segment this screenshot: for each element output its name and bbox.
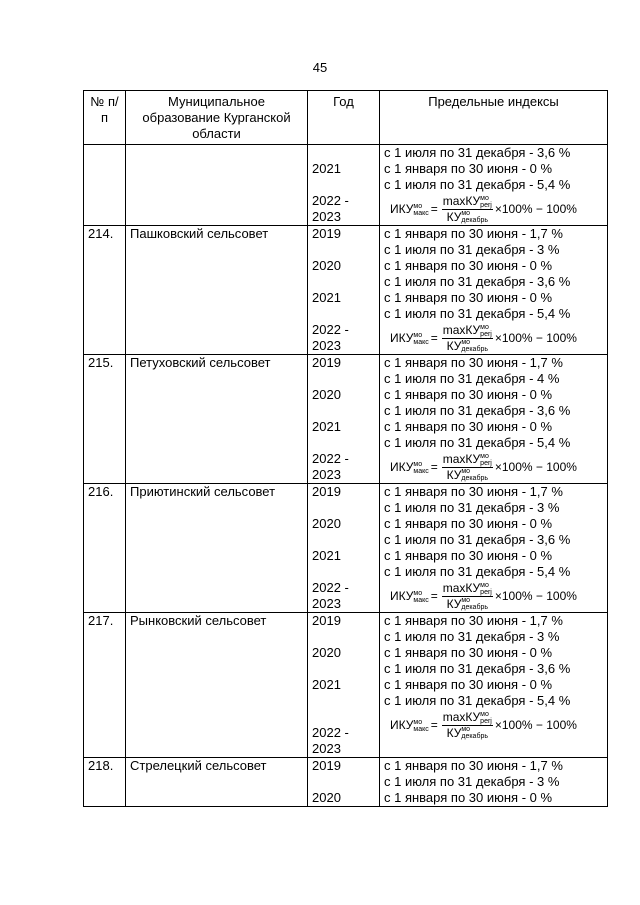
formula-den-base: КУ [446,467,462,482]
formula-den-sup: мо [461,468,471,476]
index-line: с 1 июля по 31 декабря - 3 % [384,500,560,515]
formula-den-sub: декабрь [461,346,488,354]
year-gap [312,661,375,677]
index-line: с 1 июля по 31 декабря - 3,6 % [384,661,571,676]
index-line: с 1 января по 30 июня - 0 % [384,790,553,805]
formula-numerator [442,581,493,597]
formula-den-sub: декабрь [461,475,488,483]
year-line: 2022 - [312,193,349,208]
formula-num-sup: мо [480,194,489,202]
index-line: с 1 июля по 31 декабря - 3 % [384,774,560,789]
formula-den-sub: декабрь [461,604,488,612]
formula-tail: ×100% − 100% [494,331,577,345]
formula-eq: = [430,331,438,345]
table-row [84,145,608,226]
row-indices [380,145,608,226]
row-years [308,145,380,226]
formula-num-scripts [480,453,492,467]
formula-num-base: maxКУ [442,580,481,595]
index-line: с 1 июля по 31 декабря - 5,4 % [384,564,571,579]
row-municipality [126,145,308,226]
year-gap [312,177,375,193]
index-line: с 1 июля по 31 декабря - 5,4 % [384,306,571,321]
index-line: с 1 января по 30 июня - 0 % [384,419,553,434]
header-municipality: Муниципальное образование Курганской области [126,91,308,145]
formula-numerator [442,323,493,339]
index-line: с 1 января по 30 июня - 0 % [384,677,553,692]
year-gap [312,435,375,451]
indices-table [83,90,608,807]
table-row [84,355,608,484]
formula-lhs [390,330,429,346]
formula-fraction [442,194,493,225]
row-years [308,355,380,484]
row-number [84,355,126,484]
year-line: 2021 [312,290,341,305]
year-line: 2023 [312,596,341,611]
formula-lhs-sup: мо [413,460,423,468]
index-line: с 1 января по 30 июня - 0 % [384,258,553,273]
formula-lhs-base: ИКУ [390,460,414,474]
formula-num-base: maxКУ [442,451,481,466]
row-number [84,613,126,758]
formula-lhs-scripts [413,332,428,346]
formula-fraction [442,581,493,612]
row-municipality-text: Петуховский сельсовет [130,355,271,370]
formula-lhs [390,459,429,475]
index-line: с 1 января по 30 июня - 0 % [384,645,553,660]
formula-num-sub: perj [480,330,492,338]
formula-num-base: maxКУ [442,322,481,337]
header-num: № п/п [84,91,126,145]
formula-num-sub: perj [480,201,492,209]
formula-denominator [447,339,488,354]
index-line: с 1 июля по 31 декабря - 5,4 % [384,435,571,450]
formula-eq: = [430,589,438,603]
year-line: 2020 [312,387,341,402]
formula [390,709,603,741]
year-line: 2021 [312,161,341,176]
formula-den-sup: мо [461,339,471,347]
year-line: 2023 [312,338,341,353]
formula-numerator [442,452,493,468]
row-number [84,145,126,226]
table-body [84,145,608,807]
index-line: с 1 января по 30 июня - 0 % [384,161,553,176]
year-line: 2019 [312,355,341,370]
year-gap [312,564,375,580]
table-row [84,226,608,355]
row-indices [380,758,608,807]
formula-eq: = [430,202,438,216]
formula-lhs-base: ИКУ [390,589,414,603]
formula-den-sup: мо [461,597,471,605]
row-municipality [126,226,308,355]
formula-denominator [447,597,488,612]
row-municipality-text: Рынковский сельсовет [130,613,267,628]
year-line: 2020 [312,645,341,660]
formula-lhs-sub: макс [413,725,429,733]
index-line: с 1 января по 30 июня - 1,7 % [384,758,563,773]
year-line: 2022 - [312,322,349,337]
index-line: с 1 июля по 31 декабря - 5,4 % [384,693,571,708]
index-line: с 1 июля по 31 декабря - 3,6 % [384,274,571,289]
row-indices [380,484,608,613]
year-gap [312,403,375,419]
formula-num-scripts [480,582,492,596]
index-line: с 1 июля по 31 декабря - 5,4 % [384,177,571,192]
year-gap [312,242,375,258]
row-indices [380,613,608,758]
row-number [84,226,126,355]
index-line: с 1 июля по 31 декабря - 3 % [384,629,560,644]
formula-num-sup: мо [480,710,489,718]
table-row [84,758,608,807]
formula-num-sup: мо [480,452,489,460]
index-line: с 1 января по 30 июня - 0 % [384,387,553,402]
index-line: с 1 июля по 31 декабря - 3 % [384,242,560,257]
formula-numerator [442,710,493,726]
formula-den-base: КУ [446,596,462,611]
formula-fraction [442,452,493,483]
year-line: 2019 [312,226,341,241]
year-gap [312,274,375,290]
formula-den-base: КУ [446,209,462,224]
formula-num-sup: мо [480,323,489,331]
formula-fraction [442,323,493,354]
formula-lhs-sup: мо [413,589,423,597]
formula-fraction [442,710,493,741]
year-gap [312,693,375,709]
year-gap [312,371,375,387]
index-line: с 1 января по 30 июня - 0 % [384,548,553,563]
row-indices [380,355,608,484]
formula-den-sup: мо [461,726,471,734]
index-line: с 1 июля по 31 декабря - 3,6 % [384,403,571,418]
index-line: с 1 января по 30 июня - 1,7 % [384,613,563,628]
row-municipality-text: Приютинский сельсовет [130,484,276,499]
index-line: с 1 января по 30 июня - 1,7 % [384,484,563,499]
index-line: с 1 июля по 31 декабря - 3,6 % [384,532,571,547]
formula-eq: = [430,460,438,474]
row-years [308,484,380,613]
formula-num-scripts [480,711,492,725]
formula-tail: ×100% − 100% [494,202,577,216]
year-gap [312,500,375,516]
year-line: 2019 [312,613,341,628]
row-number-text: 217. [88,613,114,628]
row-number [84,758,126,807]
header-indices: Предельные индексы [380,91,608,145]
formula [390,322,603,354]
row-indices [380,226,608,355]
formula-den-sub: декабрь [461,217,488,225]
year-line: 2019 [312,484,341,499]
formula-lhs-base: ИКУ [390,718,414,732]
row-number-text: 215. [88,355,114,370]
formula-num-base: maxКУ [442,709,481,724]
row-number-text: 218. [88,758,114,773]
year-gap [312,145,375,161]
formula-den-sup: мо [461,210,471,218]
year-line: 2019 [312,758,341,773]
formula-lhs-sub: макс [413,467,429,475]
formula-lhs-scripts [413,590,428,604]
formula-den-scripts [461,339,488,353]
formula-denominator [447,726,488,741]
formula [390,451,603,483]
formula-denominator [447,468,488,483]
year-line: 2020 [312,516,341,531]
header-year: Год [308,91,380,145]
year-line: 2022 - [312,725,349,740]
formula-lhs-base: ИКУ [390,202,414,216]
formula-tail: ×100% − 100% [494,460,577,474]
formula-lhs [390,717,429,733]
formula-num-scripts [480,324,492,338]
year-line: 2021 [312,419,341,434]
formula-tail: ×100% − 100% [494,589,577,603]
formula [390,580,603,612]
formula-numerator [442,194,493,210]
index-line: с 1 июля по 31 декабря - 4 % [384,371,560,386]
row-municipality-text: Стрелецкий сельсовет [130,758,267,773]
formula-denominator [447,210,488,225]
index-line: с 1 января по 30 июня - 0 % [384,516,553,531]
formula-den-sub: декабрь [461,733,488,741]
formula-den-scripts [461,468,488,482]
formula-lhs-base: ИКУ [390,331,414,345]
row-years [308,226,380,355]
formula-den-base: КУ [446,725,462,740]
index-line: с 1 июля по 31 декабря - 3,6 % [384,145,571,160]
year-line: 2022 - [312,451,349,466]
page-number: 45 [312,60,328,75]
row-number-text: 214. [88,226,114,241]
index-line: с 1 января по 30 июня - 0 % [384,290,553,305]
formula-lhs-sup: мо [413,202,423,210]
year-gap [312,629,375,645]
row-number [84,484,126,613]
year-line: 2020 [312,258,341,273]
index-line: с 1 января по 30 июня - 1,7 % [384,355,563,370]
year-line: 2020 [312,790,341,805]
formula-num-sub: perj [480,588,492,596]
formula-lhs-scripts [413,203,428,217]
year-line: 2023 [312,209,341,224]
row-years [308,613,380,758]
year-line: 2021 [312,548,341,563]
year-gap [312,709,375,725]
table-row [84,484,608,613]
year-line: 2022 - [312,580,349,595]
formula-lhs-scripts [413,461,428,475]
formula-den-scripts [461,210,488,224]
formula-num-sub: perj [480,459,492,467]
formula-eq: = [430,718,438,732]
year-gap [312,306,375,322]
formula-den-scripts [461,726,488,740]
formula-den-scripts [461,597,488,611]
row-years [308,758,380,807]
formula-den-base: КУ [446,338,462,353]
row-number-text: 216. [88,484,114,499]
row-municipality [126,355,308,484]
formula-lhs [390,201,429,217]
formula-tail: ×100% − 100% [494,718,577,732]
year-line: 2023 [312,741,341,756]
formula-lhs-sub: макс [413,596,429,604]
year-line: 2021 [312,677,341,692]
row-municipality [126,758,308,807]
year-gap [312,774,375,790]
formula-num-sub: perj [480,717,492,725]
year-line: 2023 [312,467,341,482]
index-line: с 1 января по 30 июня - 1,7 % [384,226,563,241]
formula-lhs-scripts [413,719,428,733]
formula-lhs-sub: макс [413,338,429,346]
table-header-row [84,91,608,145]
formula-lhs-sup: мо [413,331,423,339]
formula-num-base: maxКУ [442,193,481,208]
row-municipality [126,484,308,613]
formula-num-scripts [480,195,492,209]
row-municipality [126,613,308,758]
formula-num-sup: мо [480,581,489,589]
formula-lhs-sup: мо [413,718,423,726]
year-gap [312,532,375,548]
formula-lhs-sub: макс [413,209,429,217]
formula-lhs [390,588,429,604]
row-municipality-text: Пашковский сельсовет [130,226,269,241]
table-row [84,613,608,758]
formula [390,193,603,225]
